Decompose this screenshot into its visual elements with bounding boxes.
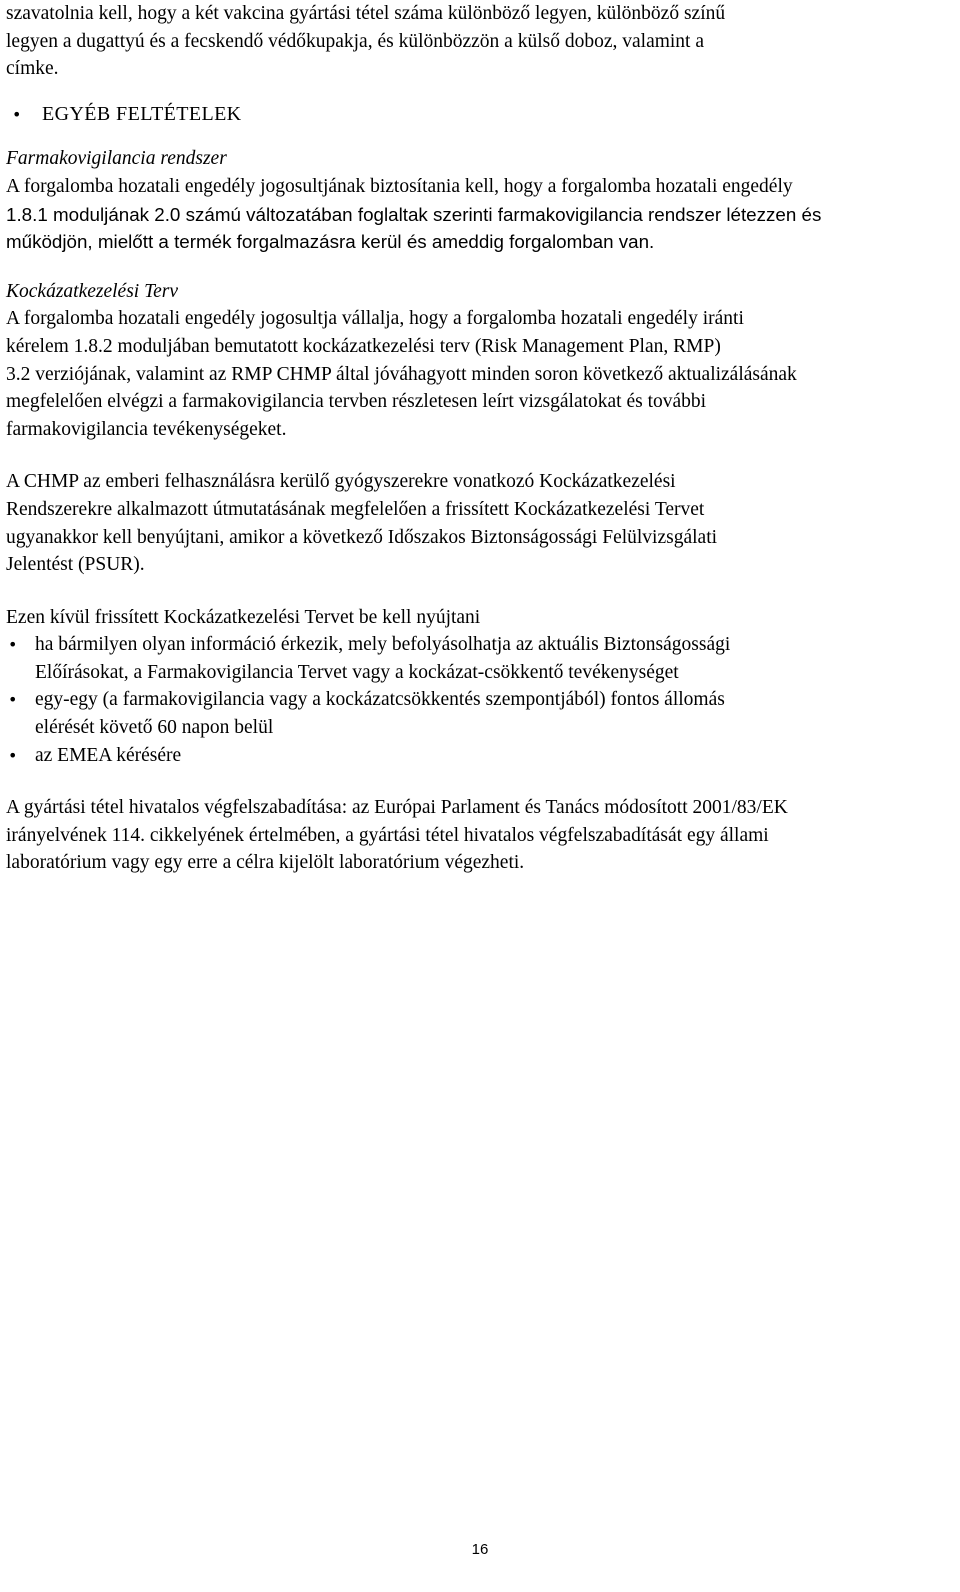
page-number: 16: [471, 1541, 489, 1558]
list-item: [6, 631, 954, 686]
document-page: [6, 0, 954, 877]
pharmacovigilance-section: [6, 145, 954, 255]
text-line: A CHMP az emberi felhasználásra kerülő gyógyszerekre vonatkozó Kockázatkezelési: [6, 471, 676, 493]
text-line: megfelelően elvégzi a farmakovigilancia tervben részletesen leírt vizsgálatokat és további: [6, 391, 707, 413]
chmp-paragraph: [6, 468, 954, 578]
text-line: legyen a dugattyú és a fecskendő védőkupakja, és különbözzön a külső doboz, valamint a: [6, 30, 705, 52]
text-line: farmakovigilancia tevékenységeket.: [6, 418, 287, 440]
risk-plan-section: [6, 278, 954, 444]
bullet-icon: •: [12, 104, 22, 124]
batch-release-paragraph: [6, 794, 954, 877]
text-line: A forgalomba hozatali engedély jogosultja vállalja, hogy a forgalomba hozatali engedély iránti: [6, 308, 744, 330]
text-line: 1.8.1 moduljának 2.0 számú változatában foglaltak szerinti farmakovigilancia rendszer létezzen és: [6, 203, 822, 225]
text-line: Előírásokat, a Farmakovigilancia Tervet vagy a kockázat-csökkentő tevékenységet: [35, 661, 679, 683]
section-heading-text: EGYÉB FELTÉTELEK: [42, 102, 242, 125]
bullet-icon: •: [8, 635, 18, 655]
list-intro: Ezen kívül frissített Kockázatkezelési Tervet be kell nyújtani: [6, 606, 481, 628]
list-item: [6, 742, 954, 770]
text-line: címke.: [6, 58, 59, 80]
additional-submission: [6, 604, 954, 770]
subsection-title: Farmakovigilancia rendszer: [6, 148, 227, 170]
intro-paragraph: [6, 0, 954, 83]
text-line: A gyártási tétel hivatalos végfelszabadítása: az Európai Parlament és Tanács módosított 2001/83/EK: [6, 797, 788, 819]
text-line: kérelem 1.8.2 moduljában bemutatott kockázatkezelési terv (Risk Management Plan, RMP): [6, 335, 721, 357]
text-line: ugyanakkor kell benyújtani, amikor a következő Időszakos Biztonságossági Felülvizsgálati: [6, 526, 718, 548]
subsection-title: Kockázatkezelési Terv: [6, 280, 179, 302]
text-line: laboratórium vagy egy erre a célra kijelölt laboratórium végezheti.: [6, 852, 525, 874]
text-line: Jelentést (PSUR).: [6, 554, 145, 576]
bullet-list: [6, 631, 954, 769]
text-line: egy-egy (a farmakovigilancia vagy a kockázatcsökkentés szempontjából) fontos állomás: [35, 689, 725, 711]
bullet-icon: •: [8, 745, 18, 765]
text-line: szavatolnia kell, hogy a két vakcina gyártási tétel száma különböző legyen, különböző színű: [6, 3, 726, 24]
text-line: elérését követő 60 napon belül: [35, 717, 274, 739]
text-line: 3.2 verziójának, valamint az RMP CHMP által jóváhagyott minden soron következő aktualizálásának: [6, 363, 797, 385]
list-item: [6, 686, 954, 741]
text-line: működjön, mielőtt a termék forgalmazásra kerül és ameddig forgalomban van.: [6, 231, 655, 253]
text-line: A forgalomba hozatali engedély jogosultjának biztosítania kell, hogy a forgalomba hozatali engedély: [6, 175, 793, 197]
text-line: Rendszerekre alkalmazott útmutatásának megfelelően a frissített Kockázatkezelési Tervet: [6, 498, 705, 520]
section-heading: [6, 101, 954, 129]
text-line: az EMEA kérésére: [35, 744, 182, 766]
text-line: irányelvének 114. cikkelyének értelmében, a gyártási tétel hivatalos végfelszabadítását egy állami: [6, 824, 769, 846]
bullet-icon: •: [8, 690, 18, 710]
text-line: ha bármilyen olyan információ érkezik, mely befolyásolhatja az aktuális Biztonságossági: [35, 634, 731, 656]
